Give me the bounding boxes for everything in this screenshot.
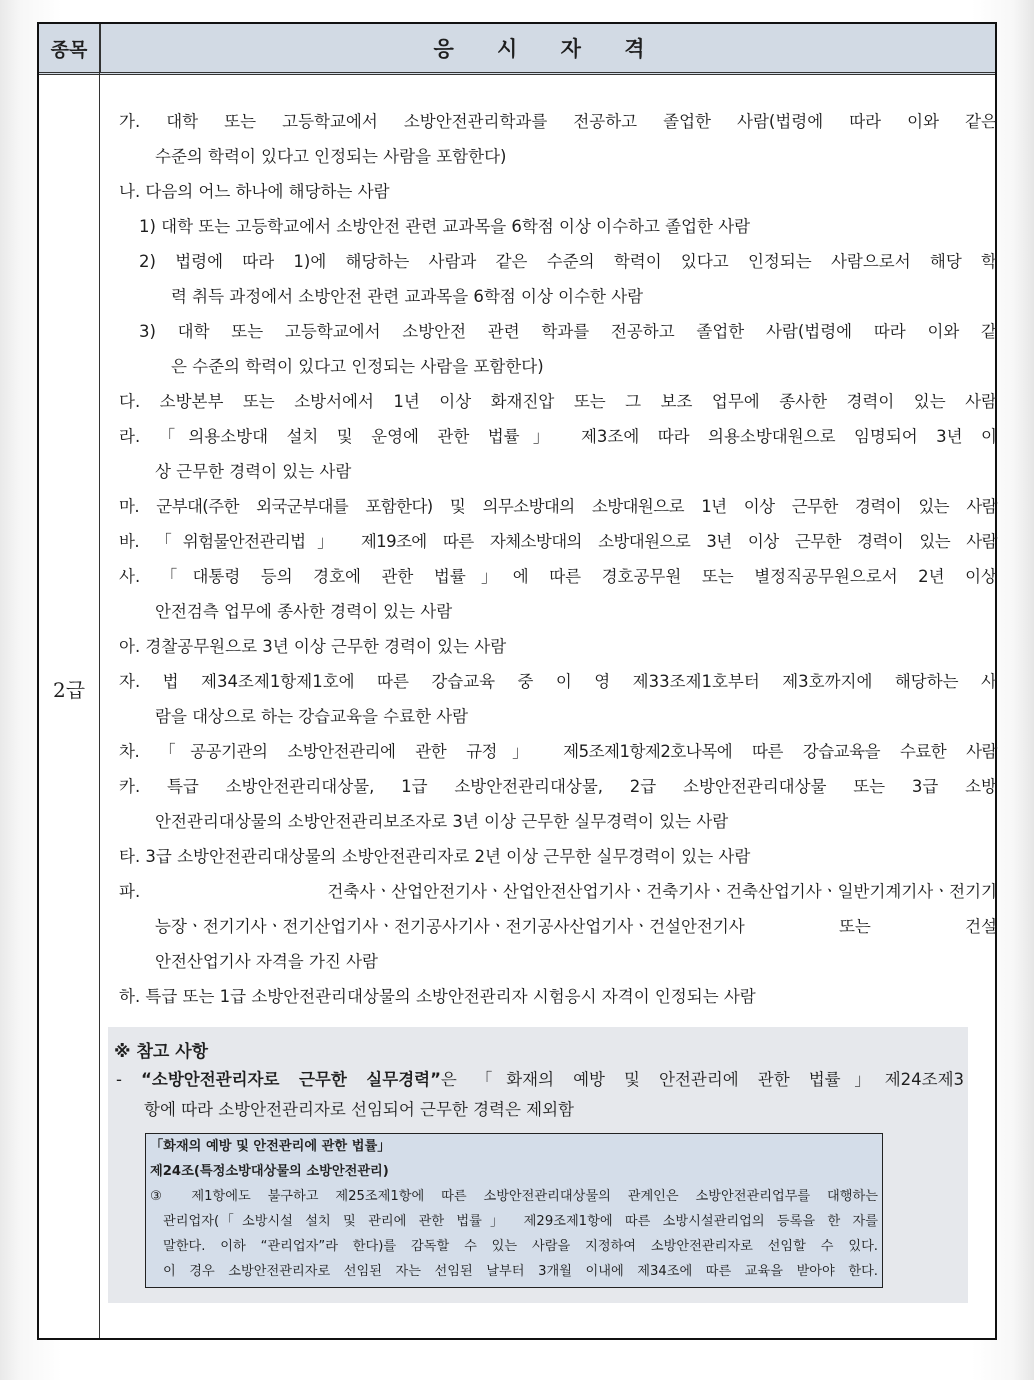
law-line: ③ 제1항에도 불구하고 제25조제1항에 따른 소방안전관리대상물의 관계인은 소방안전관리업무를 대행하는 <box>150 1189 878 1204</box>
item-na-1: 1) 대학 또는 고등학교에서 소방안전 관련 교과목을 6학점 이상 이수하고 졸업한 사람 <box>139 217 751 236</box>
note-bold-text: “소방안전관리자로 근무한 실무경력” <box>141 1070 441 1089</box>
item-ja-cont: 람을 대상으로 하는 강습교육을 수료한 사람 <box>155 707 469 726</box>
item-na-3-cont: 은 수준의 학력이 있다고 인정되는 사람을 포함한다) <box>171 357 544 376</box>
note-line-1 <box>116 1065 964 1095</box>
grade-label: 2급 <box>52 678 86 702</box>
note-line-2: 항에 따라 소방안전관리자로 선임되어 근무한 경력은 제외함 <box>144 1100 574 1119</box>
item-da: 다. 소방본부 또는 소방서에서 1년 이상 화재진압 또는 그 보조 업무에 종사한 경력이 있는 사람 <box>119 392 997 411</box>
item-ga: 가. 대학 또는 고등학교에서 소방안전관리학과를 전공하고 졸업한 사람(법령에 따라 이와 같은 <box>119 112 997 131</box>
item-ba: 바. 「위험물안전관리법」 제19조에 따른 자체소방대의 소방대원으로 3년 이상 근무한 경력이 있는 사람 <box>119 532 997 551</box>
reference-note <box>108 1027 968 1303</box>
law-line: 관리업자(「소방시설 설치 및 관리에 관한 법률」 제29조제1항에 따른 소방시설관리업의 등록을 한 자를 <box>163 1214 878 1229</box>
header-qualification: 응 시 자 격 <box>433 37 663 61</box>
item-pa: 파. 건축사ㆍ산업안전기사ㆍ산업안전산업기사ㆍ건축기사ㆍ건축산업기사ㆍ일반기계기사ㆍ전기기 <box>119 882 997 901</box>
item-na-3: 3) 대학 또는 고등학교에서 소방안전 관련 학과를 전공하고 졸업한 사람(법령에 따라 이와 같 <box>139 322 997 341</box>
item-sa: 사. 「대통령 등의 경호에 관한 법률」에 따른 경호공무원 또는 별정직공무원으로서 2년 이상 <box>119 567 997 586</box>
item-ta: 타. 3급 소방안전관리대상물의 소방안전관리자로 2년 이상 근무한 실무경력이 있는 사람 <box>119 847 751 866</box>
item-ha: 하. 특급 또는 1급 소방안전관리대상물의 소방안전관리자 시험응시 자격이 인정되는 사람 <box>119 987 756 1006</box>
item-ka-cont: 안전관리대상물의 소방안전관리보조자로 3년 이상 근무한 실무경력이 있는 사람 <box>155 812 729 831</box>
item-ra-cont: 상 근무한 경력이 있는 사람 <box>155 462 352 481</box>
item-ga-cont: 수준의 학력이 있다고 인정되는 사람을 포함한다) <box>155 147 507 166</box>
qualification-list <box>119 104 997 1014</box>
law-line: 이 경우 소방안전관리자로 선임된 자는 선임된 날부터 3개월 이내에 제34조에 따른 교육을 받아야 한다. <box>163 1264 878 1279</box>
item-na-2: 2) 법령에 따라 1)에 해당하는 사람과 같은 수준의 학력이 있다고 인정되는 사람으로서 해당 학 <box>139 252 997 271</box>
item-ra: 라. 「의용소방대 설치 및 운영에 관한 법률」 제3조에 따라 의용소방대원으로 임명되어 3년 이 <box>119 427 997 446</box>
item-na: 나. 다음의 어느 하나에 해당하는 사람 <box>119 182 390 201</box>
law-article: 제24조(특정소방대상물의 소방안전관리) <box>150 1164 389 1179</box>
qualification-table <box>37 22 997 1340</box>
table-header <box>39 24 995 75</box>
law-line: 말한다. 이하 “관리업자”라 한다)를 감독할 수 있는 사람을 지정하여 소방안전관리자로 선임할 수 있다. <box>163 1239 878 1254</box>
item-ja: 자. 법 제34조제1항제1호에 따른 강습교육 중 이 영 제33조제1호부터 제3호까지에 해당하는 사 <box>119 672 997 691</box>
item-sa-cont: 안전검측 업무에 종사한 경력이 있는 사람 <box>155 602 453 621</box>
column-divider <box>99 72 100 1338</box>
note-line-1-rest: 은 「화재의 예방 및 안전관리에 관한 법률」제24조제3 <box>440 1070 965 1089</box>
note-title: ※ 참고 사항 <box>114 1042 209 1062</box>
item-a: 아. 경찰공무원으로 3년 이상 근무한 경력이 있는 사람 <box>119 637 507 656</box>
item-ka: 카. 특급 소방안전관리대상물, 1급 소방안전관리대상물, 2급 소방안전관리대상물 또는 3급 소방 <box>119 777 997 796</box>
item-na-2-cont: 력 취득 과정에서 소방안전 관련 교과목을 6학점 이상 이수한 사람 <box>171 287 644 306</box>
item-pa-cont-2: 안전산업기사 자격을 가진 사람 <box>155 952 378 971</box>
law-excerpt-box <box>145 1133 883 1288</box>
item-pa-cont-1: 능장ㆍ전기기사ㆍ전기산업기사ㆍ전기공사기사ㆍ전기공사산업기사ㆍ건설안전기사 또는 건설 <box>155 917 997 936</box>
header-category: 종목 <box>39 24 101 72</box>
law-title: 「화재의 예방 및 안전관리에 관한 법률」 <box>150 1139 391 1154</box>
item-ma: 마. 군부대(주한 외국군부대를 포함한다) 및 의무소방대의 소방대원으로 1년 이상 근무한 경력이 있는 사람 <box>119 497 997 516</box>
note-dash: - <box>116 1070 122 1089</box>
item-cha: 차. 「공공기관의 소방안전관리에 관한 규정」 제5조제1항제2호나목에 따른 강습교육을 수료한 사람 <box>119 742 997 761</box>
